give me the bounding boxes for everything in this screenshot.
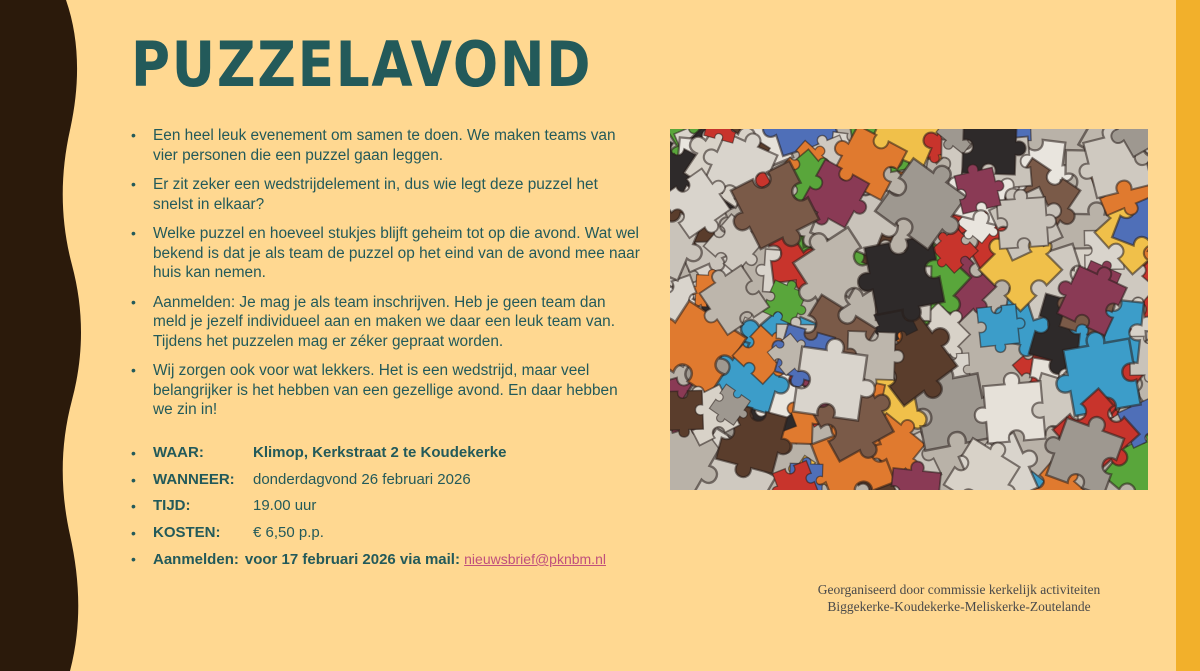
page-title: PUZZELAVOND xyxy=(131,28,593,101)
aanmelden-label: Aanmelden: xyxy=(153,551,239,568)
list-item: • Welke puzzel en hoeveel stukjes blijft geheim tot op die avond. Wat wel bekend is dat je als team de puzzel op het eind van de avond mee naar huis kan nemen. xyxy=(131,224,641,283)
waar-value: Klimop, Kerkstraat 2 te Koudekerke xyxy=(253,444,507,461)
event-details-list xyxy=(131,443,651,576)
list-item: • Een heel leuk evenement om samen te doen. We maken teams van vier personen die een puzzel gaan leggen. xyxy=(131,126,641,165)
kosten-label: KOSTEN: xyxy=(153,523,221,541)
credit-line-2: Biggekerke-Koudekerke-Meliskerke-Zoutelande xyxy=(827,599,1091,614)
detail-kosten xyxy=(131,523,651,550)
kosten-value: € 6,50 p.p. xyxy=(253,523,324,541)
tijd-value: 19.00 uur xyxy=(253,497,317,514)
email-link[interactable]: nieuwsbrief@pknbm.nl xyxy=(464,551,606,567)
detail-tijd xyxy=(131,496,651,523)
puzzle-pieces-image xyxy=(670,129,1148,490)
list-item: • Er zit zeker een wedstrijdelement in, dus wie legt deze puzzel het snelst in elkaar? xyxy=(131,175,641,214)
waar-label: WAAR: xyxy=(153,444,204,461)
right-accent-stripe xyxy=(1176,0,1200,671)
aanmelden-value: voor 17 februari 2026 via mail: xyxy=(244,551,460,568)
detail-aanmelden xyxy=(131,549,651,576)
wanneer-label: WANNEER: xyxy=(153,470,235,488)
list-item: • Aanmelden: Je mag je als team inschrijven. Heb je geen team dan meld je jezelf individueel aan en maken we daar een leuk team van. Tijdens het puzzelen mag er zéker gepraat worden. xyxy=(131,293,641,352)
puzzle-pieces-photo xyxy=(670,129,1148,490)
intro-list xyxy=(131,126,641,430)
left-wave-border xyxy=(0,0,90,671)
organizer-credit xyxy=(735,581,1183,615)
list-item: • Wij zorgen ook voor wat lekkers. Het is een wedstrijd, maar veel belangrijker is het hebben van een gezellige avond. En daar hebben we zin in! xyxy=(131,361,641,420)
wanneer-value: donderdagvond 26 februari 2026 xyxy=(253,470,471,488)
detail-wanneer xyxy=(131,470,651,497)
detail-waar xyxy=(131,443,651,470)
credit-line-1: Georganiseerd door commissie kerkelijk activiteiten xyxy=(817,582,1101,597)
tijd-label: TIJD: xyxy=(153,497,191,514)
